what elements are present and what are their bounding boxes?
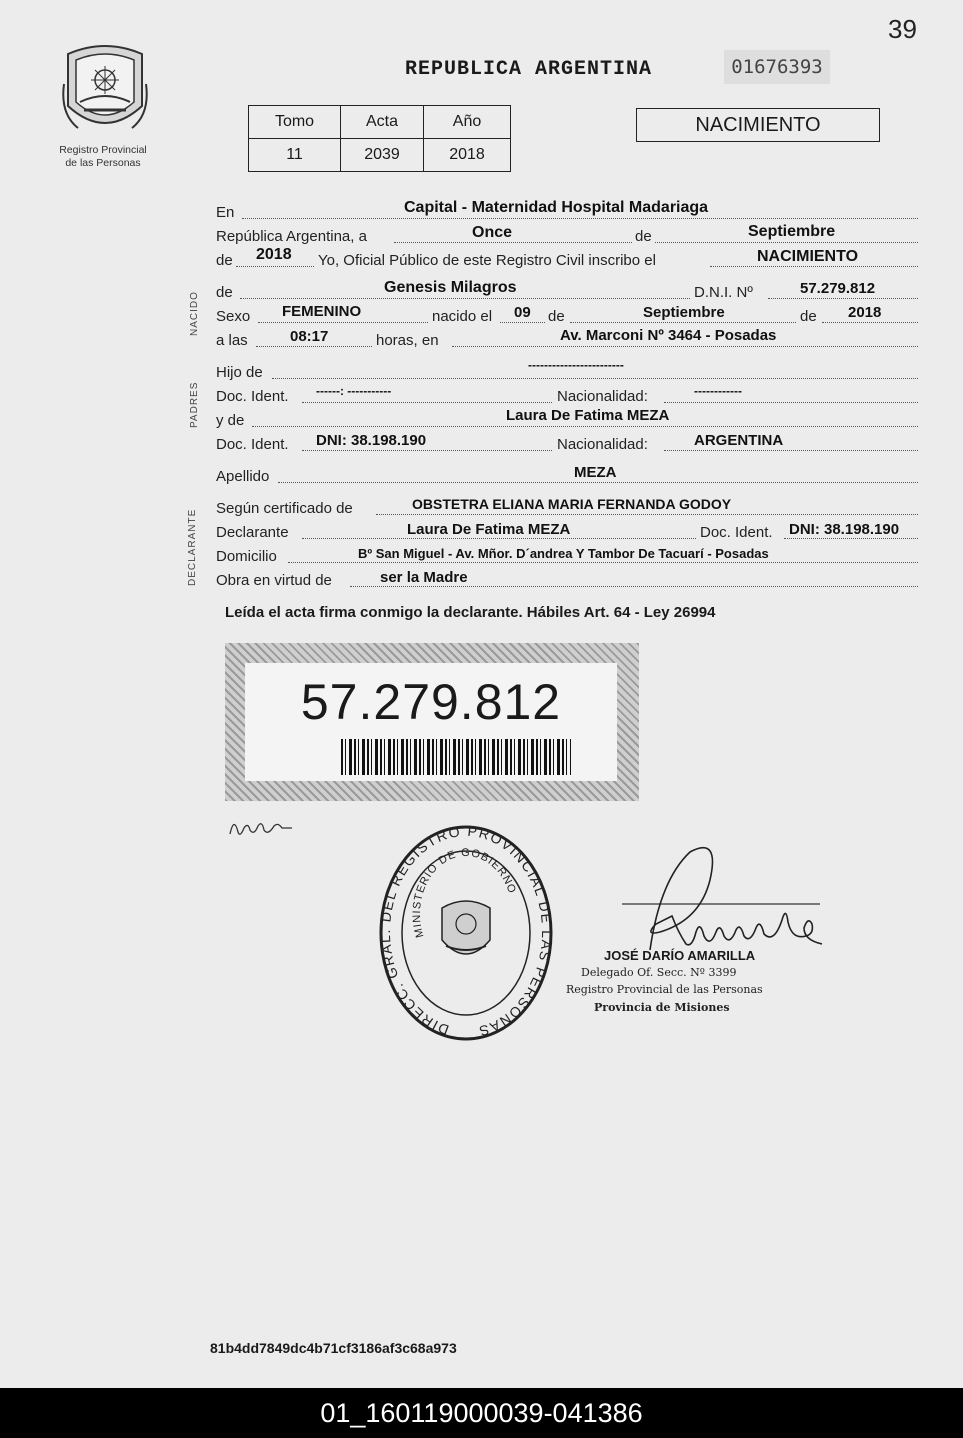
obra-value: ser la Madre bbox=[380, 569, 468, 586]
obra-label: Obra en virtud de bbox=[216, 572, 332, 589]
dni-card-number: 57.279.812 bbox=[300, 674, 562, 730]
dotted-line bbox=[302, 538, 696, 539]
madre-nacionalidad: ARGENTINA bbox=[694, 432, 784, 449]
padre-doc: ------: ----------- bbox=[316, 384, 392, 398]
sexo-label: Sexo bbox=[216, 308, 251, 325]
header-tomo: Tomo bbox=[249, 106, 341, 139]
document-hash: 81b4dd7849dc4b71cf3186af3c68a973 bbox=[210, 1340, 457, 1356]
dotted-line bbox=[570, 322, 796, 323]
lugar-inscripcion: Capital - Maternidad Hospital Madariaga bbox=[404, 199, 709, 216]
de-label: de bbox=[216, 252, 233, 269]
signatory-office: Registro Provincial de las Personas bbox=[566, 983, 763, 996]
dotted-line bbox=[664, 402, 918, 403]
dotted-line bbox=[394, 242, 632, 243]
certificado-label: Según certificado de bbox=[216, 500, 353, 517]
dotted-line bbox=[784, 538, 918, 539]
nombre-nacido: Genesis Milagros bbox=[384, 279, 517, 296]
dotted-line bbox=[252, 426, 918, 427]
side-label-padres: PADRES bbox=[189, 381, 200, 428]
domicilio-label: Domicilio bbox=[216, 548, 277, 565]
dotted-line bbox=[768, 298, 918, 299]
dotted-line bbox=[242, 218, 918, 219]
header-acta: Acta bbox=[341, 106, 424, 139]
dotted-line bbox=[240, 298, 690, 299]
dni-nacido: 57.279.812 bbox=[800, 280, 876, 297]
dotted-line bbox=[278, 482, 918, 483]
republica-label: República Argentina, a bbox=[216, 228, 367, 245]
dotted-line bbox=[288, 562, 918, 563]
signatory-name: JOSÉ DARÍO AMARILLA bbox=[604, 948, 756, 963]
dotted-line bbox=[710, 266, 918, 267]
dotted-line bbox=[376, 514, 918, 515]
mes-inscripcion: Septiembre bbox=[748, 223, 836, 240]
closing-statement: Leída el acta firma conmigo la declarante. Hábiles Art. 64 - Ley 26994 bbox=[225, 604, 716, 621]
certificado-value: OBSTETRA ELIANA MARIA FERNANDA GODOY bbox=[412, 496, 732, 512]
de-label: de bbox=[548, 308, 565, 325]
serial-number: 01676393 bbox=[724, 50, 830, 84]
value-anio: 2018 bbox=[424, 139, 511, 172]
doc-ident-label: Doc. Ident. bbox=[216, 436, 289, 453]
doc-ident-label: Doc. Ident. bbox=[216, 388, 289, 405]
dni-label: D.N.I. Nº bbox=[694, 284, 753, 301]
header-anio: Año bbox=[424, 106, 511, 139]
dotted-line bbox=[236, 266, 314, 267]
a-las-label: a las bbox=[216, 332, 248, 349]
acta-table-value-row bbox=[249, 139, 511, 172]
declarante-doc: DNI: 38.198.190 bbox=[789, 521, 900, 538]
dni-card-panel bbox=[245, 663, 617, 781]
inscribo-value: NACIMIENTO bbox=[757, 248, 859, 265]
side-label-declarante: DECLARANTE bbox=[187, 508, 198, 586]
padre-nacionalidad: ------------ bbox=[694, 384, 742, 398]
dotted-line bbox=[664, 450, 918, 451]
handwritten-initials bbox=[226, 812, 296, 842]
apellido-value: MEZA bbox=[574, 464, 617, 481]
declarante-value: Laura De Fatima MEZA bbox=[407, 521, 571, 538]
y-de-label: y de bbox=[216, 412, 245, 429]
en-label: En bbox=[216, 204, 235, 221]
official-seal bbox=[378, 822, 554, 1044]
de-label: de bbox=[800, 308, 817, 325]
signatory-role: Delegado Of. Secc. Nº 3399 bbox=[581, 966, 737, 979]
de-label: de bbox=[216, 284, 233, 301]
acta-table bbox=[248, 105, 511, 172]
nac-anio: 2018 bbox=[848, 304, 882, 321]
dni-card bbox=[225, 643, 639, 801]
dotted-line bbox=[256, 346, 372, 347]
provincial-logo bbox=[58, 44, 152, 140]
hijo-label: Hijo de bbox=[216, 364, 263, 381]
nac-dia: 09 bbox=[514, 304, 531, 321]
dotted-line bbox=[655, 242, 918, 243]
document-title: REPUBLICA ARGENTINA bbox=[405, 58, 653, 81]
nacido-label: nacido el bbox=[432, 308, 493, 325]
domicilio-value: Bº San Miguel - Av. Mñor. D´andrea Y Tambor De Tacuarí - Posadas bbox=[358, 546, 769, 561]
apellido-label: Apellido bbox=[216, 468, 270, 485]
nacionalidad-label: Nacionalidad: bbox=[557, 436, 648, 453]
dia-inscripcion: Once bbox=[472, 224, 513, 241]
barcode bbox=[341, 739, 571, 775]
padre-nombre: ------------------------ bbox=[528, 358, 624, 372]
value-acta: 2039 bbox=[341, 139, 424, 172]
declarante-label: Declarante bbox=[216, 524, 289, 541]
acta-table-header-row bbox=[249, 106, 511, 139]
de-label: de bbox=[635, 228, 652, 245]
dotted-line bbox=[302, 402, 552, 403]
dotted-line bbox=[350, 586, 918, 587]
record-type-box: NACIMIENTO bbox=[636, 108, 880, 142]
dotted-line bbox=[258, 322, 428, 323]
anio-inscripcion: 2018 bbox=[256, 246, 292, 263]
nac-mes: Septiembre bbox=[643, 304, 725, 321]
seal-inner-text: MINISTERIO DE GOBIERNO bbox=[410, 846, 519, 939]
side-label-nacido: NACIDO bbox=[189, 291, 200, 336]
signatory-province: Provincia de Misiones bbox=[594, 1001, 730, 1014]
doc-ident-label: Doc. Ident. bbox=[700, 524, 773, 541]
logo-caption bbox=[40, 144, 166, 170]
horas-label: horas, en bbox=[376, 332, 439, 349]
logo-caption-line2: de las Personas bbox=[65, 157, 141, 169]
logo-caption-line1: Registro Provincial bbox=[59, 144, 147, 156]
footer-identifier: 01_160119000039-041386 bbox=[0, 1388, 963, 1438]
dotted-line bbox=[272, 378, 918, 379]
oficial-text: Yo, Oficial Público de este Registro Civil inscribo el bbox=[318, 252, 656, 269]
hora-nacimiento: 08:17 bbox=[290, 328, 329, 345]
dotted-line bbox=[302, 450, 552, 451]
page-number: 39 bbox=[888, 14, 917, 44]
seal-outer-text: DIRECC. GRAL. DEL REGISTRO PROVINCIAL DE LAS PERSONAS bbox=[378, 822, 554, 1040]
dotted-line bbox=[822, 322, 918, 323]
madre-nombre: Laura De Fatima MEZA bbox=[506, 407, 670, 424]
value-tomo: 11 bbox=[249, 139, 341, 172]
nacionalidad-label: Nacionalidad: bbox=[557, 388, 648, 405]
sexo-value: FEMENINO bbox=[282, 303, 362, 320]
lugar-nacimiento: Av. Marconi Nº 3464 - Posadas bbox=[560, 327, 777, 344]
dotted-line bbox=[452, 346, 918, 347]
dotted-line bbox=[500, 322, 545, 323]
madre-doc: DNI: 38.198.190 bbox=[316, 432, 427, 449]
